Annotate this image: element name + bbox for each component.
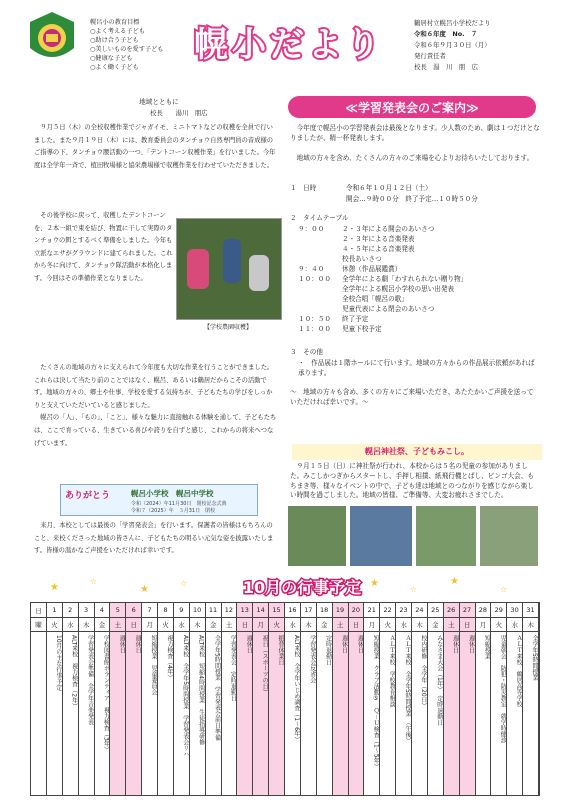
day-events: ＡＬＴ来校 全学年5時間授業 （午後）: [404, 635, 411, 744]
weekday: 水: [66, 621, 74, 629]
weekday: 月: [479, 621, 487, 629]
day-events: ＡＬＴ来校 学校教育相談: [388, 635, 396, 707]
day-number: 11: [208, 606, 218, 614]
weekday: 日: [463, 621, 471, 629]
svg-text:☆: ☆: [180, 579, 188, 588]
day-number: 1: [52, 606, 57, 614]
publisher-name: 校長 湯 川 朋 広: [414, 63, 478, 71]
article-title: 地域とともに: [139, 98, 179, 106]
day-number: 30: [510, 606, 519, 614]
newsletter-masthead: [184, 18, 394, 68]
weekday: 日: [241, 621, 249, 629]
publication-info: [414, 18, 554, 73]
day-number: 14: [256, 606, 265, 614]
day-number: 15: [272, 606, 281, 614]
day-events: ALT来校 短縮4時間授業 生徒指導研修: [197, 635, 205, 746]
issue-number: 令和６年度 No. ７: [414, 30, 478, 38]
shrine-festival-text: ９月１５日（日）に神社祭が行われ、本校からは５名の児童の参加がありました。みこしかつぎからスタートし、手押し相撲、紙飛行機とばし、ビンゴ大会、もちまき等、様々なイベントの中で、子ども達は地域とのつながりを感じながら楽しい時間を過ごしました。地域の皆様、ご準備等、大変お疲れさまでした。: [290, 462, 534, 500]
day-events: 全学年5時間授業: [531, 635, 538, 681]
day-number: 18: [320, 606, 329, 614]
day-label: 日: [35, 607, 42, 615]
svg-text:★: ★: [50, 582, 59, 593]
weekday: 水: [400, 621, 407, 629]
timetable-item: 校長あいさつ: [342, 255, 382, 263]
calendar-title-box: [212, 574, 392, 598]
weekday: 水: [289, 621, 296, 629]
day-number: 20: [351, 606, 361, 614]
publisher-label: 発行責任者: [414, 52, 446, 60]
announcement-intro-2: 地域の方々を含め、たくさんの方々のご来場を心よりお待ちいたしております。: [296, 154, 534, 162]
day-events: 振替休業日: [277, 635, 284, 665]
shrine-festival-photos: [288, 506, 538, 566]
day-number: 29: [494, 606, 503, 614]
day-events: 学校図書館ボランティア 視力検査（3年）: [102, 635, 110, 753]
svg-text:☆: ☆: [500, 585, 508, 594]
day-events: 短縮授業 クラブ活動⑤ Ｑ－Ｕ検査（1〜5年）: [372, 635, 380, 770]
october-calendar: [30, 602, 540, 796]
svg-text:☆: ☆: [90, 577, 98, 586]
weekday: 土: [114, 621, 122, 629]
weekday: 木: [305, 621, 312, 629]
weekday: 金: [209, 621, 217, 629]
timetable-item: 全学年による劇「わすれられない贈り物」: [342, 275, 468, 283]
festival-photo: [350, 506, 412, 566]
section-other-text: ・ 作品展は１階ホールにて行います。地域の方々からの作品展示依頼があれば承ります。: [298, 359, 535, 377]
timetable-item: 全校合唱「幌呂の歌」: [342, 295, 408, 303]
day-events: 学習発表会 定時退勤日: [229, 635, 237, 701]
section-date-label: １ 日時: [290, 184, 317, 192]
article-paragraph: 来月、本校としては最後の「学習発表会」を行います。保護者の皆様はもちろんのこと、来校くださった地域の皆さんに、子どもたちの明るい元気な姿を披露いたします。皆様の温かなご声援をいただければ幸いです。: [34, 522, 274, 555]
photo-school-farm: [176, 218, 282, 320]
weekday: 金: [432, 621, 439, 629]
weekday: 金: [98, 621, 106, 629]
closing-banner: [60, 484, 258, 516]
day-events: ALT来校 全学年いじめ調査（1〜6年）: [292, 635, 300, 743]
photo-caption: 【学校農園収穫】: [203, 324, 252, 331]
weekday: 水: [178, 621, 185, 629]
day-number: 5: [115, 606, 120, 614]
timetable-time: １０：００: [298, 275, 331, 283]
day-events: 学習発表会反省会: [308, 635, 316, 683]
weekday: 木: [416, 621, 423, 629]
day-events: 児童朝会 防犯・防災教室 就学時健診: [499, 635, 507, 743]
day-number: 10: [193, 606, 202, 614]
day-number: 24: [415, 606, 424, 614]
goals-heading: 幌呂小の教育目標: [90, 19, 140, 26]
day-events: 週休日: [340, 635, 348, 653]
calendar-title: 10月の行事予定: [242, 578, 362, 597]
school-name: 鶴居村立幌呂小学校だより: [414, 19, 491, 27]
issue-date: 令和６年９月３０日（月）: [414, 41, 491, 49]
weekday: 月: [146, 621, 153, 629]
day-events: 週休日: [134, 635, 142, 653]
timetable-item: 休憩（作品展鑑賞）: [342, 265, 402, 273]
day-number: 22: [383, 606, 392, 614]
goal-item: ○美しいものを愛す子ども: [90, 46, 164, 53]
day-events: ＡＬＴ来校 鶴居高等学校: [515, 635, 523, 707]
day-number: 21: [367, 606, 376, 614]
goal-item: ○助け合う子ども: [90, 37, 139, 44]
shrine-festival-title: 幌呂神社祭、子どもみこし。: [365, 447, 469, 456]
event-date: 令和６年１０月１２日（土）: [346, 184, 432, 192]
section-timetable-label: ２ タイムテーブル: [290, 214, 349, 222]
day-events: 学習発表会準備 全学年音楽発表: [86, 635, 94, 725]
article-author: 校長 湯川 朋広: [150, 109, 208, 117]
day-events: 短縮授業 児童委員会: [150, 635, 157, 695]
day-events: 週休日: [467, 635, 475, 653]
day-events: 週休日: [118, 635, 126, 653]
article-paragraph: ９月５日（木）の全校収穫作業でジャガイモ、ミニトマトなどの収穫を全員で行いました。また９月１９日（木）には、教育委員会のタンチョウ自然専門員の音成様のご指導の下、タンチョウ腰活動の一つ、「デントコーン収穫作業」を行いました。今年度は全学年一斉で、植田牧場様と協栄農場様で収穫作業を行わせていただきました。: [34, 124, 276, 169]
weekday: 月: [257, 621, 264, 629]
section-other-label: ３ その他: [290, 348, 323, 356]
svg-text:★: ★: [140, 584, 149, 595]
day-events: 祝日（スポーツの日）: [261, 635, 269, 695]
day-events: みなさま大会（1年） 定時退勤日: [435, 635, 443, 726]
day-number: 9: [179, 606, 184, 614]
banner-line2: 令和７（2025）年 ３月31日 閉校: [131, 508, 216, 514]
weekday: 水: [511, 621, 518, 629]
timetable-item: ４・５年による音楽発表: [342, 245, 415, 253]
event-time: 開会…９時００分 終了予定…１０時５０分: [346, 195, 478, 203]
weekday: 木: [193, 621, 201, 629]
day-number: 19: [335, 606, 345, 614]
school-emblem: [22, 8, 82, 68]
day-events: ALT来校 視力検査（2年）: [70, 635, 78, 710]
day-number: 8: [163, 606, 168, 614]
festival-photo: [416, 506, 476, 566]
svg-text:★: ★: [450, 576, 459, 587]
day-number: 13: [240, 606, 249, 614]
day-events: 校内研修 全学年（20日）: [419, 635, 427, 709]
svg-text:★: ★: [370, 578, 379, 589]
timetable-item: ２・３年による音楽発表: [342, 235, 415, 243]
day-events: 短縮授業: [483, 635, 491, 659]
goal-item: ○よく働く子ども: [90, 64, 139, 71]
day-number: 23: [399, 606, 408, 614]
day-number: 3: [83, 606, 89, 614]
day-number: 16: [288, 606, 297, 614]
weekday: 土: [336, 621, 344, 629]
festival-photo: [480, 506, 538, 566]
banner-school: 幌呂小学校 幌呂中学校: [131, 489, 214, 498]
article-body-3: [34, 362, 278, 450]
timetable-time: １１：００: [298, 325, 331, 333]
day-number: 2: [68, 606, 73, 614]
announcement-title: ≪学習発表会のご案内≫: [345, 101, 479, 115]
timetable-time: ９：００: [298, 225, 325, 233]
timetable-time: ９：４０: [298, 265, 325, 273]
day-events: 週休日: [245, 635, 253, 653]
article-body: [34, 122, 278, 172]
timetable-item: 児童下校予定: [342, 325, 382, 333]
svg-text:☆: ☆: [410, 585, 418, 594]
timetable-item: 児童代表による閉会のあいさつ: [342, 305, 435, 313]
day-number: 6: [131, 606, 136, 614]
weekday: 火: [51, 621, 58, 629]
weekday: 木: [527, 621, 534, 629]
day-events: 定時退勤日: [324, 635, 332, 665]
day-number: 25: [431, 606, 440, 614]
day-number: 31: [526, 606, 535, 614]
day-number: 27: [462, 606, 472, 614]
day-events: 週休日: [356, 635, 364, 653]
weekday: 火: [273, 621, 280, 629]
day-number: 17: [304, 606, 313, 614]
education-goals: [90, 18, 178, 72]
weekday: 土: [447, 621, 455, 629]
day-number: 4: [99, 606, 104, 614]
day-number: 12: [224, 606, 234, 614]
timetable-item: ２・３年による開会のあいさつ: [342, 225, 435, 233]
weekday: 月: [368, 621, 376, 629]
article-paragraph: その後学校に戻って、収穫したデントコーンを、２本一組で束を結び、物置に干して実際のタンチョウの餌とするべく準備をしました。今年も立派なエサがグラウンドに建てられました。これから冬に向けて、タンチョウ隊活動が本格化します。今回はその準備作業となりました。: [34, 212, 173, 282]
banner-thanks: ありがとう: [65, 491, 111, 501]
day-events: 10月の主な行事予定: [54, 635, 62, 691]
banner-line1: 令和（2024）年11月30日 閉校記念式典: [131, 501, 227, 507]
weekday-label: 曜: [35, 621, 42, 629]
masthead-title: 幌小だより: [194, 25, 384, 65]
weekday: 日: [130, 621, 137, 629]
weekday: 火: [162, 621, 169, 629]
closing-message: 〜 地域の方々も含め、多くの方々にご来場いただき、あたたかいご声援を送っていただければ幸いです。〜: [290, 388, 534, 406]
article-body-4: [34, 520, 278, 558]
announcement-intro: 今年度で幌呂小の学習発表会は最後となります。少人数のため、劇は１つだけとなりましたが、精一杯発表します。: [290, 124, 540, 142]
weekday: 日: [352, 621, 360, 629]
day-events: ALT来校 全学年5時間授業 学習発表会リハ: [181, 635, 189, 758]
day-number: 26: [447, 606, 456, 614]
weekday: 木: [82, 621, 90, 629]
calendar-row-divider: [31, 617, 539, 618]
timetable-item: 全学年による幌呂小学校の思い出発表: [342, 285, 455, 293]
day-events: 全学年5時間授業 学習発表会前日準備: [213, 635, 221, 741]
weekday: 火: [495, 621, 503, 629]
article-paragraph: 幌呂の「人」、「もの」、「こと」、様々な魅力に直接触れる体験を通して、子どもたちは、ここで育っている、生きている喜びや誇りを自ずと感じ、これからの将来へつなげています。: [34, 414, 277, 447]
day-number: 7: [147, 606, 152, 614]
article-body-2: [34, 210, 174, 286]
timetable-item: 終了予定: [342, 315, 369, 323]
day-events: 週休日: [451, 635, 459, 653]
article-paragraph: たくさんの地域の方々に支えられて今年度も大切な作業を行うことができました。これらは決して当たり前のことではなく、幌呂、あるいは鶴居だからこその活動です。地域の方々の、郷土や仕事、学校を愛する気持ちが、子どもたちの学びをしっかりと支えていただいていると感じました。: [34, 364, 274, 409]
weekday: 金: [320, 621, 328, 629]
weekday: 土: [225, 621, 233, 629]
calendar-row-divider: [31, 631, 539, 632]
weekday: 火: [384, 621, 391, 629]
goal-item: ○よく考える子ども: [90, 28, 145, 35]
goal-item: ○健康な子ども: [90, 55, 133, 62]
festival-photo: [288, 506, 346, 566]
timetable-time: １０：５０: [298, 315, 331, 323]
day-events: 視力検査（4年）: [165, 635, 173, 681]
day-number: 28: [478, 606, 488, 614]
